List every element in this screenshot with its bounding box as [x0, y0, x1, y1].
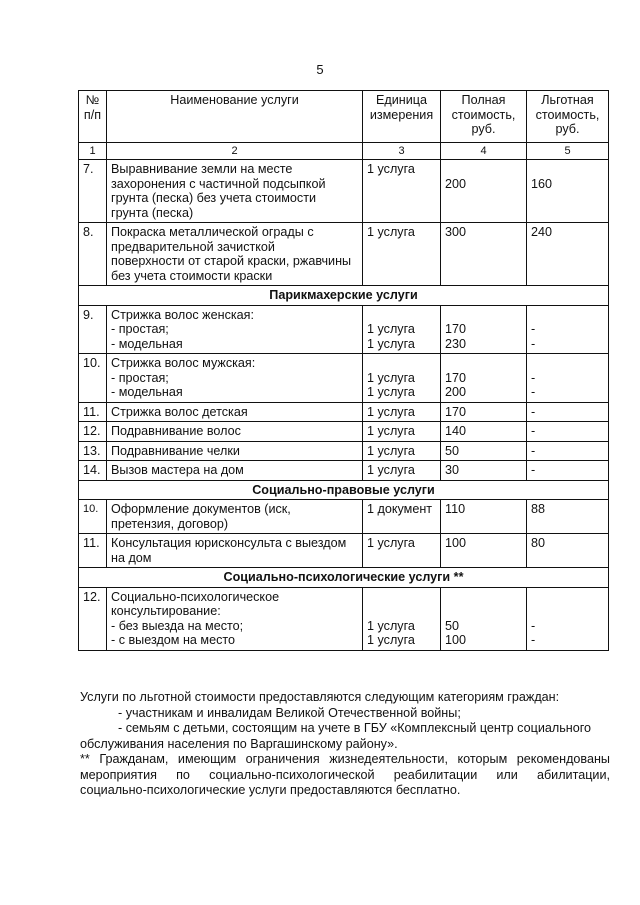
header-name: Наименование услуги [107, 91, 363, 143]
row-discount-price: - - [527, 305, 609, 354]
notes-item-cont: обслуживания населения по Варгашинскому району». [80, 736, 398, 751]
section-heading-row [79, 568, 609, 588]
row-service-name: Оформление документов (иск, претензия, договор) [107, 500, 363, 534]
row-service-name: Вызов мастера на дом [107, 461, 363, 481]
row-full-price: 200 [441, 160, 527, 223]
notes-item: - семьям с детьми, состоящим на учете в ГБУ «Комплексный центр социального [118, 721, 592, 735]
row-service-name: Стрижка волос мужская: - простая; - модельная [107, 354, 363, 403]
row-discount-price: - - [527, 587, 609, 650]
row-full-price: 50 100 [441, 587, 527, 650]
row-full-price: 170 230 [441, 305, 527, 354]
row-discount-price: 80 [527, 534, 609, 568]
section-heading: Социально-психологические услуги ** [79, 568, 609, 588]
row-num: 10. [79, 354, 107, 403]
row-num: 10. [79, 500, 107, 534]
header-discount-price: Льготная стоимость, руб. [527, 91, 609, 143]
row-num: 11. [79, 402, 107, 422]
table-row [79, 305, 609, 354]
row-service-name: Консультация юрисконсульта с выездом на дом [107, 534, 363, 568]
row-num: 7. [79, 160, 107, 223]
column-index-row [79, 143, 609, 160]
table-row [79, 534, 609, 568]
index-cell: 3 [363, 143, 441, 160]
row-full-price: 30 [441, 461, 527, 481]
section-heading: Парикмахерские услуги [79, 286, 609, 306]
row-unit: 1 услуга [363, 422, 441, 442]
footnote-line: мероприятия по социально-психологической реабилитации или абилитации, [80, 767, 610, 782]
row-unit: 1 документ [363, 500, 441, 534]
row-num: 11. [79, 534, 107, 568]
table-row [79, 441, 609, 461]
row-unit: 1 услуга [363, 223, 441, 286]
header-unit: Единица измерения [363, 91, 441, 143]
row-unit: 1 услуга 1 услуга [363, 305, 441, 354]
row-unit: 1 услуга [363, 160, 441, 223]
row-service-name: Выравнивание земли на месте захоронения с частичной подсыпкой грунта (песка) без учета стоимости грунта (песка) [107, 160, 363, 223]
table-row [79, 587, 609, 650]
row-discount-price: - [527, 461, 609, 481]
row-unit: 1 услуга 1 услуга [363, 354, 441, 403]
row-num: 13. [79, 441, 107, 461]
row-full-price: 170 200 [441, 354, 527, 403]
row-service-name: Покраска металлической ограды с предварительной зачисткой поверхности от старой краски, ржавчины без учета стоимости краски [107, 223, 363, 286]
table-row [79, 354, 609, 403]
row-full-price: 100 [441, 534, 527, 568]
notes-item: - участникам и инвалидам Великой Отечественной войны; [118, 705, 461, 720]
row-unit: 1 услуга [363, 441, 441, 461]
row-discount-price: 240 [527, 223, 609, 286]
row-num: 12. [79, 587, 107, 650]
row-num: 9. [79, 305, 107, 354]
price-table [78, 90, 609, 651]
row-num: 12. [79, 422, 107, 442]
notes-intro: Услуги по льготной стоимости предоставляются следующим категориям граждан: [80, 690, 560, 704]
row-service-name: Подравнивание волос [107, 422, 363, 442]
header-num: № п/п [79, 91, 107, 143]
row-unit: 1 услуга [363, 402, 441, 422]
header-full-price: Полная стоимость, руб. [441, 91, 527, 143]
footnote-line: социально-психологические услуги предоставляются бесплатно. [80, 783, 461, 797]
row-unit: 1 услуга [363, 461, 441, 481]
row-unit: 1 услуга [363, 534, 441, 568]
row-discount-price: - - [527, 354, 609, 403]
row-service-name: Подравнивание челки [107, 441, 363, 461]
row-discount-price: - [527, 441, 609, 461]
row-full-price: 110 [441, 500, 527, 534]
row-service-name: Стрижка волос детская [107, 402, 363, 422]
row-num: 14. [79, 461, 107, 481]
row-service-name: Стрижка волос женская: - простая; - модельная [107, 305, 363, 354]
table-header-row [79, 91, 609, 143]
row-full-price: 170 [441, 402, 527, 422]
footnote-line: ** Гражданам, имеющим ограничения жизнедеятельности, которым рекомендованы [80, 752, 610, 766]
table-row [79, 500, 609, 534]
table-row [79, 402, 609, 422]
row-full-price: 140 [441, 422, 527, 442]
row-discount-price: 160 [527, 160, 609, 223]
notes-block [80, 690, 610, 799]
page-number: 5 [316, 62, 324, 77]
row-service-name: Социально-психологическое консультирование: - без выезда на место; - с выездом на место [107, 587, 363, 650]
table-row [79, 223, 609, 286]
index-cell: 4 [441, 143, 527, 160]
table-row [79, 160, 609, 223]
table-row [79, 461, 609, 481]
index-cell: 5 [527, 143, 609, 160]
section-heading-row [79, 480, 609, 500]
row-unit: 1 услуга 1 услуга [363, 587, 441, 650]
table-row [79, 422, 609, 442]
section-heading-row [79, 286, 609, 306]
row-discount-price: - [527, 422, 609, 442]
index-cell: 1 [79, 143, 107, 160]
row-num: 8. [79, 223, 107, 286]
row-full-price: 300 [441, 223, 527, 286]
row-full-price: 50 [441, 441, 527, 461]
index-cell: 2 [107, 143, 363, 160]
row-discount-price: - [527, 402, 609, 422]
section-heading: Социально-правовые услуги [79, 480, 609, 500]
row-discount-price: 88 [527, 500, 609, 534]
